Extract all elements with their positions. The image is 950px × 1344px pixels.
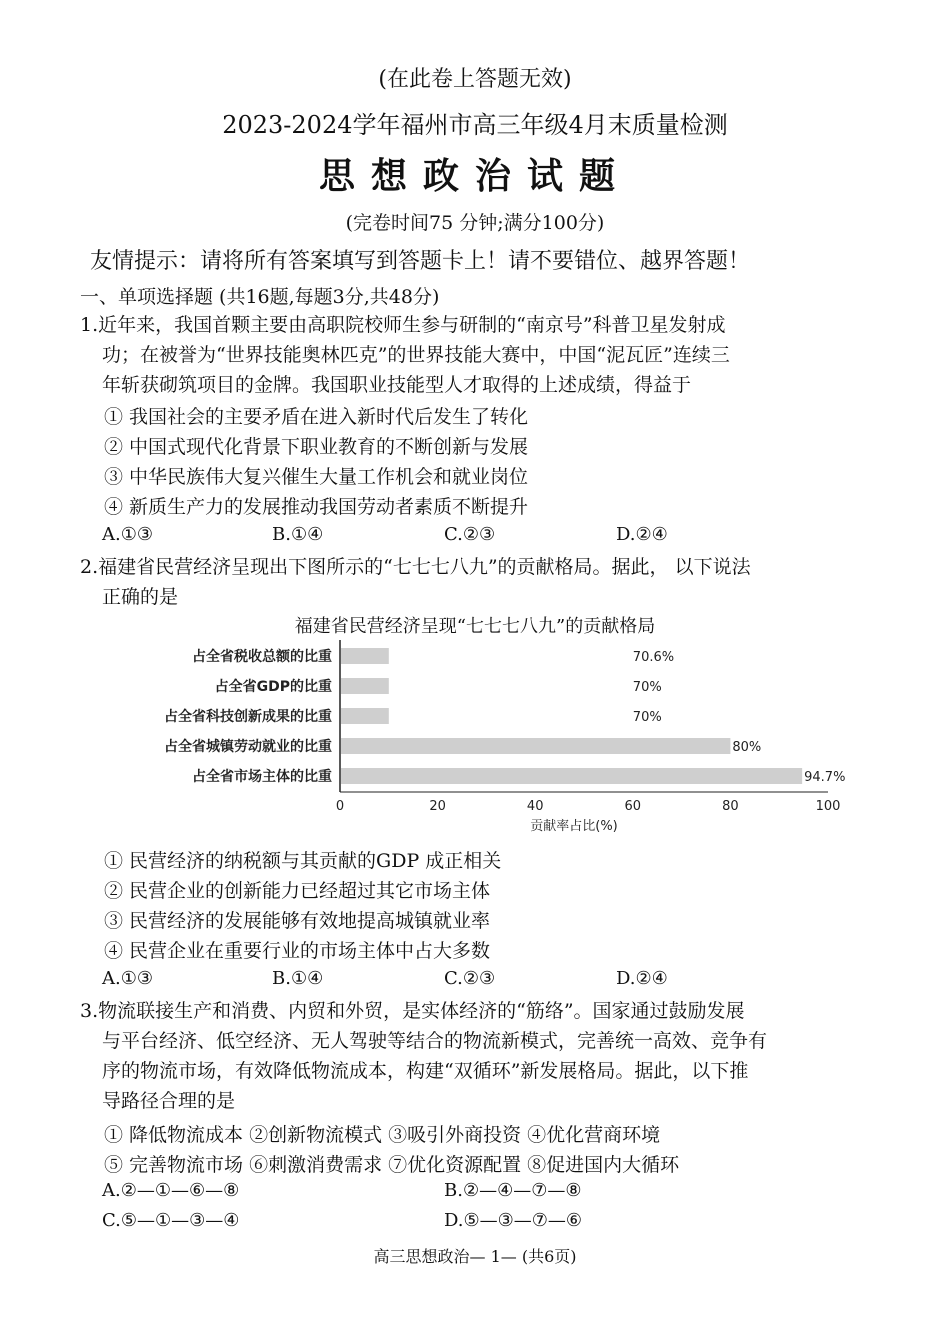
q3-option: ⑤ 完善物流市场 ⑥刺激消费需求 ⑦优化资源配置 ⑧促进国内大循环 bbox=[104, 1154, 680, 1176]
x-tick-label: 60 bbox=[624, 799, 642, 814]
category-label: 占全省税收总额的比重 bbox=[192, 649, 332, 665]
bar bbox=[341, 738, 730, 754]
q1-choice-b: B.①④ bbox=[272, 524, 324, 545]
q3-choice-c: C.⑤—①—③—④ bbox=[102, 1210, 240, 1231]
chart-title: 福建省民营经济呈现“七七七八九”的贡献格局 bbox=[294, 616, 656, 637]
category-label: 占全省城镇劳动就业的比重 bbox=[164, 739, 332, 755]
bar bbox=[341, 708, 389, 724]
q2-choice-d: D.②④ bbox=[616, 968, 668, 989]
exam-name: 2023-2024学年福州市高三年级4月末质量检测 bbox=[222, 111, 728, 139]
x-tick-label: 0 bbox=[335, 799, 345, 814]
x-tick-label: 100 bbox=[815, 799, 841, 814]
category-label: 占全省GDP的比重 bbox=[214, 679, 332, 695]
q2-line: 2.福建省民营经济呈现出下图所示的“七七七八九”的贡献格局。据此， 以下说法 bbox=[80, 556, 751, 578]
bar bbox=[341, 648, 389, 664]
q3-choice-a: A.②—①—⑥—⑧ bbox=[102, 1180, 240, 1201]
q3-line: 3.物流联接生产和消费、内贸和外贸，是实体经济的“筋络”。国家通过鼓励发展 bbox=[80, 1000, 745, 1022]
data-label: 80% bbox=[732, 740, 762, 755]
data-label: 70% bbox=[632, 680, 662, 695]
contribution-bar-chart bbox=[0, 640, 950, 840]
q2-option: ③ 民营经济的发展能够有效地提高城镇就业率 bbox=[104, 910, 491, 932]
data-label: 70% bbox=[632, 710, 662, 725]
q1-option: ③ 中华民族伟大复兴催生大量工作机会和就业岗位 bbox=[104, 466, 529, 488]
q1-option: ④ 新质生产力的发展推动我国劳动者素质不断提升 bbox=[104, 496, 529, 518]
category-label: 占全省市场主体的比重 bbox=[192, 769, 332, 785]
x-tick-label: 40 bbox=[526, 799, 544, 814]
data-label: 70.6% bbox=[632, 650, 675, 665]
page-footer: 高三思想政治— 1— (共6页) bbox=[373, 1247, 577, 1266]
q1-option: ② 中国式现代化背景下职业教育的不断创新与发展 bbox=[104, 436, 529, 458]
category-label: 占全省科技创新成果的比重 bbox=[164, 709, 332, 725]
q3-line: 与平台经济、低空经济、无人驾驶等结合的物流新模式，完善统一高效、竞争有 bbox=[102, 1030, 768, 1052]
friendly-tip: 友情提示：请将所有答案填写到答题卡上！请不要错位、越界答题！ bbox=[90, 249, 751, 274]
q3-choice-b: B.②—④—⑦—⑧ bbox=[444, 1180, 582, 1201]
x-axis-title: 贡献率占比(%) bbox=[530, 819, 618, 834]
q2-option: ④ 民营企业在重要行业的市场主体中占大多数 bbox=[104, 940, 491, 962]
q1-line: 1.近年来，我国首颗主要由高职院校师生参与研制的“南京号”科普卫星发射成 bbox=[80, 314, 726, 336]
bar bbox=[341, 678, 389, 694]
q3-line: 序的物流市场，有效降低物流成本，构建“双循环”新发展格局。据此，以下推 bbox=[102, 1060, 749, 1082]
x-tick-label: 20 bbox=[429, 799, 446, 814]
q2-choice-a: A.①③ bbox=[102, 968, 153, 989]
data-label: 94.7% bbox=[804, 770, 846, 785]
q1-option: ① 我国社会的主要矛盾在进入新时代后发生了转化 bbox=[104, 406, 529, 428]
exam-meta: (完卷时间75 分钟;满分100分) bbox=[345, 212, 605, 234]
section-heading: 一、单项选择题 (共16题,每题3分,共48分) bbox=[80, 286, 440, 308]
q1-line: 年斩获砌筑项目的金牌。我国职业技能型人才取得的上述成绩，得益于 bbox=[102, 374, 692, 396]
q2-option: ① 民营经济的纳税额与其贡献的GDP 成正相关 bbox=[104, 850, 502, 872]
q1-choice-a: A.①③ bbox=[102, 524, 153, 545]
bar bbox=[341, 768, 802, 784]
q2-option: ② 民营企业的创新能力已经超过其它市场主体 bbox=[104, 880, 491, 902]
q2-choice-c: C.②③ bbox=[444, 968, 496, 989]
q3-choice-d: D.⑤—③—⑦—⑥ bbox=[444, 1210, 583, 1231]
page-title: 思想政治试题 bbox=[318, 155, 631, 197]
q1-choice-c: C.②③ bbox=[444, 524, 496, 545]
x-tick-label: 80 bbox=[722, 799, 739, 814]
q2-line: 正确的是 bbox=[102, 586, 179, 608]
q3-option: ① 降低物流成本 ②创新物流模式 ③吸引外商投资 ④优化营商环境 bbox=[104, 1124, 661, 1146]
q1-choice-d: D.②④ bbox=[616, 524, 668, 545]
q3-line: 导路径合理的是 bbox=[102, 1090, 236, 1112]
q1-line: 功；在被誉为“世界技能奥林匹克”的世界技能大赛中，中国“泥瓦匠”连续三 bbox=[102, 344, 730, 366]
notice: (在此卷上答题无效) bbox=[378, 67, 572, 92]
q2-choice-b: B.①④ bbox=[272, 968, 324, 989]
